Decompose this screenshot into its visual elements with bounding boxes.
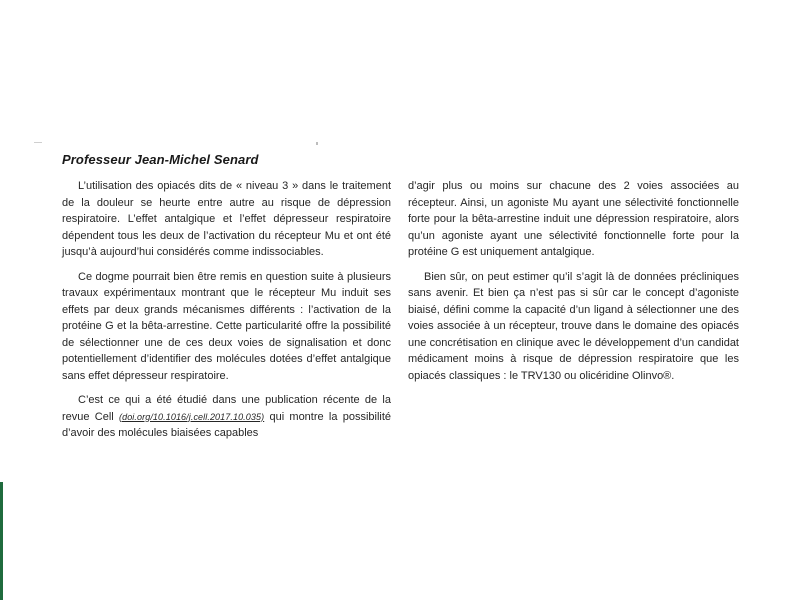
paragraph: Ce dogme pourrait bien être remis en question suite à plusieurs travaux expérimentaux montrant que le récepteur Mu induit ses effets par deux grands mécanismes différents : l’activation de la protéine G et la bêta-arrestine. Cette particularité offre la possibilité de sélectionner une de ces deux voies de signalisation et donc potentiellement d’identifier des molécules dotées d’effet antalgique sans effet dépresseur respiratoire.	[62, 270, 391, 382]
right-column	[408, 178, 739, 392]
paragraph: L’utilisation des opiacés dits de « niveau 3 » dans le traitement de la douleur se heurte entre autre au risque de dépression respiratoire. L’effet antalgique et l’effet dépresseur respiratoire dépendent tous les deux de l’activation du récepteur Mu et ont été jusqu’à aujourd’hui considérés comme indissociables.	[62, 180, 391, 258]
edge-marker	[0, 482, 3, 600]
author-heading: Professeur Jean-Michel Senard	[62, 152, 259, 167]
paragraph-text: C’est ce qui a été étudié dans une publication récente de la revue Cell	[62, 394, 391, 423]
scan-speck	[316, 142, 318, 145]
left-column	[62, 178, 391, 450]
paragraph-text: qui montre la possibilité d’avoir des molécules biaisées capables	[62, 410, 392, 439]
paragraph: d’agir plus ou moins sur chacune des 2 voies associées au récepteur. Ainsi, un agoniste Mu ayant une sélectivité fonctionnelle forte pour la bêta-arrestine induit une dépression respiratoire, alors qu’un agoniste ayant une sélectivité fonctionnelle forte pour la protéine G est uniquement antalgique.	[408, 180, 739, 258]
paragraph: Bien sûr, on peut estimer qu’il s’agit là de données précliniques sans avenir. Et bien ça n’est pas si sûr car le concept d’agoniste biaisé, défini comme la capacité d’un ligand à sélectionner une des voies associée à un récepteur, trouve dans le domaine des opiacés une concrétisation en clinique avec le développement d’un candidat médicament moins à risque de dépression respiratoire que les opiacés classiques : le TRV130 ou olicéridine Olinvo®.	[408, 270, 739, 382]
doi-link[interactable]: (doi.org/10.1016/j.cell.2017.10.035)	[119, 411, 265, 422]
paragraph	[62, 392, 391, 442]
scan-speck	[34, 142, 42, 143]
